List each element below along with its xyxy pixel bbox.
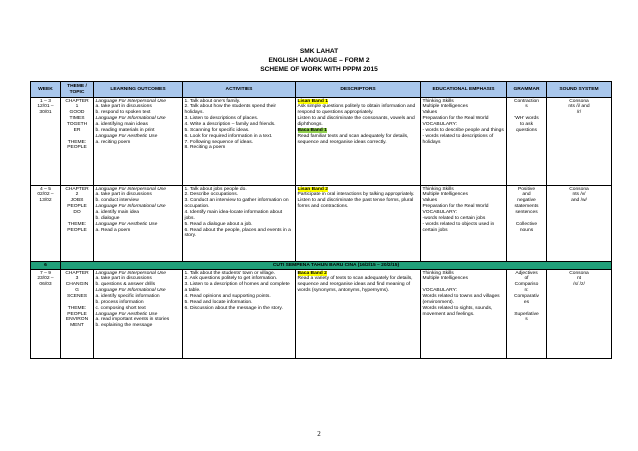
cell-line: of xyxy=(524,276,529,282)
cell-line: b. respond to spoken text xyxy=(95,110,151,116)
descriptors-cell xyxy=(296,270,421,359)
cell-line: 8. Reciting a poem xyxy=(184,145,226,151)
band-highlight: Baca Band 2 xyxy=(297,270,327,276)
cell-line: CHAPTER xyxy=(65,270,89,276)
week-cell xyxy=(31,186,61,262)
outcomes-cell xyxy=(94,98,183,186)
cell-line: TIMES xyxy=(69,116,85,122)
theme-cell xyxy=(61,270,94,359)
cell-line: c. composing short text xyxy=(95,305,146,311)
cell-line: CHAPTER xyxy=(65,186,89,192)
cell-line: Collective xyxy=(515,221,538,227)
cell-line: 5. Scanning for specific ideas. xyxy=(184,127,250,133)
subject-title: ENGLISH LANGUAGE – FORM 2 xyxy=(268,57,370,64)
cell-line: a. take part in discussions xyxy=(95,276,152,282)
cell-line: questions xyxy=(516,127,537,133)
cell-line: THEME: xyxy=(67,305,87,311)
band-highlight: Lisan Band 1 xyxy=(297,98,328,104)
cell-line: TOGETH xyxy=(66,121,88,127)
cell-line: to ask xyxy=(519,121,534,127)
cell-line: and xyxy=(522,192,531,198)
school-name: SMK LAHAT xyxy=(299,48,339,55)
cell-line: 4. Read opinions and supporting points. xyxy=(184,294,271,299)
header-outcomes: LEARNING OUTCOMES xyxy=(94,82,183,98)
header-week: WEEK xyxy=(31,82,61,98)
cell-line: 30/01 xyxy=(39,110,52,116)
holiday-week: 6 xyxy=(31,262,61,270)
cell-line: Multiple Intelligences xyxy=(422,192,468,198)
cell-line: Listen to and discriminate the past tense forms, plural forms and contractions. xyxy=(297,198,414,210)
cell-line: Consona xyxy=(569,98,589,104)
cell-line: Consona xyxy=(569,270,589,276)
cell-line: G xyxy=(75,288,79,294)
cell-line: Values xyxy=(422,198,438,204)
theme-cell xyxy=(61,98,94,186)
cell-line: nts /v/ xyxy=(572,192,586,198)
cell-line: THEME: xyxy=(67,221,87,227)
week-cell xyxy=(31,270,61,359)
outcomes-cell xyxy=(94,270,183,359)
cell-line: /s/ /z/ xyxy=(573,282,585,288)
cell-line: a. reciting poem xyxy=(95,139,131,145)
cell-line: 1 – 3 xyxy=(40,98,51,104)
emphasis-cell xyxy=(421,98,507,186)
grammar-cell xyxy=(507,270,547,359)
cell-line: Contraction xyxy=(513,98,539,104)
cell-line: PEOPLE xyxy=(67,204,87,210)
cell-line: Preparation for the Real World xyxy=(422,204,489,210)
cell-line: CHANGIN xyxy=(65,282,89,288)
cell-line: - words related to descriptions of holidays xyxy=(422,133,494,145)
language-use-heading: Language For Informational Use xyxy=(95,204,166,210)
theme-cell xyxy=(61,186,94,262)
cell-line: Listen to and discriminate the consonants, vowels and diphthongs. xyxy=(297,116,415,127)
cell-line: b. dialogue xyxy=(95,215,120,221)
grammar-cell xyxy=(507,98,547,186)
cell-line: 6. Read about the people, places and events in a story. xyxy=(184,227,291,239)
cell-line: Read a variety of texts to scan adequately for details, sequence and reorganise ideas and find meaning of words (synonyms, antonyms, hypernyms). xyxy=(297,276,413,294)
cell-line: VOCABULARY: xyxy=(422,209,457,215)
grammar-cell xyxy=(507,186,547,262)
activities-cell xyxy=(183,98,296,186)
language-use-heading: Language For Interpersonal Use xyxy=(95,98,166,104)
cell-line: 1 xyxy=(75,104,79,110)
cell-line: SCENES xyxy=(66,294,88,299)
cell-line: VOCABULARY: xyxy=(422,288,457,294)
cell-line: 4. Write a description – family and friends. xyxy=(184,121,276,127)
scheme-of-work-table xyxy=(30,81,612,359)
cell-line: sentences xyxy=(515,209,538,215)
cell-line: - words related to objects used in certain jobs xyxy=(422,221,495,233)
band-highlight: Lisan Band 2 xyxy=(297,186,328,192)
header-grammar: GRAMMAR xyxy=(507,82,547,98)
language-use-heading: Language For Informational Use xyxy=(95,288,166,294)
activities-cell xyxy=(183,270,296,359)
sound-cell xyxy=(547,98,612,186)
cell-line: 2. Talk about how the students spend their holidays. xyxy=(184,104,277,116)
holiday-label: CUTI SEMPENA TAHUN BARU CINA (16/2/15 – 20/2/15) xyxy=(61,262,612,270)
cell-line: Comparativ xyxy=(513,294,539,299)
cell-line: b. explaining the message xyxy=(95,323,153,329)
cell-line: 1. Talk about one's family. xyxy=(184,98,241,104)
cell-line: 4 – 5 xyxy=(40,186,51,192)
document-title xyxy=(0,47,638,74)
cell-line: a. read important events in stories xyxy=(95,317,170,323)
cell-line: 3. Conduct an interview to gather information on occupation. xyxy=(184,198,289,210)
cell-line: 1. Talk about the students' town or village. xyxy=(184,270,276,276)
cell-line: 6. Look for required information in a text. xyxy=(184,133,273,139)
cell-line: nouns xyxy=(519,227,534,233)
cell-line: 06/03 xyxy=(39,282,52,288)
header-descriptors: DESCRIPTORS xyxy=(296,82,421,98)
cell-line: Ask simple questions politely to obtain information and respond to questions appropriately. xyxy=(297,104,416,116)
cell-line: PEOPLE xyxy=(67,227,87,233)
cell-line: 2 xyxy=(75,192,79,198)
cell-line: Multiple Intelligences xyxy=(422,104,468,110)
cell-line: 2. Describe occupations. xyxy=(184,192,239,198)
cell-line: 2. Ask questions politely to get information. xyxy=(184,276,278,282)
language-use-heading: Language For Informational Use xyxy=(95,116,166,122)
cell-line: Superlative xyxy=(514,311,539,317)
cell-line: and /w/ xyxy=(571,198,587,204)
cell-line: THEME: xyxy=(67,139,87,145)
cell-line: a. take part in discussions xyxy=(95,104,152,110)
cell-line: Words related to sights, sounds, movement and feelings. xyxy=(422,305,493,317)
cell-line: Values xyxy=(422,110,438,116)
cell-line: 7. Following sequence of ideas. xyxy=(184,139,254,145)
cell-line: Thinking Skills xyxy=(422,98,454,104)
cell-line: 7 – 9 xyxy=(40,270,51,276)
cell-line: 12/01 – xyxy=(37,104,54,110)
cell-line: ENVIRON xyxy=(65,317,89,323)
cell-line: a. take part in discussions xyxy=(95,192,152,198)
cell-line: a. identify main idea xyxy=(95,209,139,215)
cell-line: 'WH' words xyxy=(514,116,539,122)
cell-line: Participate in oral interactions by talking appropriately. xyxy=(297,192,415,198)
holiday-row xyxy=(31,262,612,270)
cell-line: ER xyxy=(73,127,81,133)
table-row xyxy=(31,270,612,359)
sound-cell xyxy=(547,270,612,359)
cell-line: a. identify specific information xyxy=(95,294,160,299)
emphasis-cell xyxy=(421,186,507,262)
language-use-heading: Language For Aesthetic Use xyxy=(95,133,158,139)
language-use-heading: Language For Interpersonal Use xyxy=(95,186,166,192)
week-cell xyxy=(31,98,61,186)
language-use-heading: Language For Aesthetic Use xyxy=(95,221,158,227)
cell-line: PEOPLE xyxy=(67,145,87,151)
cell-line: Consona xyxy=(569,186,589,192)
cell-line: Positive xyxy=(517,186,536,192)
cell-line: 1. Talk about jobs people do. xyxy=(184,186,247,192)
header-emphasis: EDUCATIONAL EMPHASIS xyxy=(421,82,507,98)
cell-line: Read familiar texts and scan adequately for details, sequence and reorganise ideas correctly. xyxy=(297,133,409,145)
cell-line: b. questions & answer drills xyxy=(95,282,156,288)
emphasis-cell xyxy=(421,270,507,359)
cell-line: es xyxy=(523,299,530,305)
cell-line: Thinking Skills xyxy=(422,186,454,192)
cell-line: Multiple Intelligences xyxy=(422,276,468,282)
cell-line: 13/02 xyxy=(39,198,52,204)
cell-line: s xyxy=(525,104,528,110)
cell-line: GOOD xyxy=(69,110,85,116)
cell-line: b. reading materials in print xyxy=(95,127,155,133)
cell-line: PEOPLE xyxy=(67,311,87,317)
header-activities: ACTIVITIES xyxy=(183,82,296,98)
page-number: 2 xyxy=(317,430,321,438)
cell-line: nts /i/ and xyxy=(568,104,590,110)
cell-line: Compariso xyxy=(514,282,539,288)
table-row xyxy=(31,186,612,262)
cell-line: Adjectives xyxy=(515,270,538,276)
language-use-heading: Language For Aesthetic Use xyxy=(95,311,158,317)
outcomes-cell xyxy=(94,186,183,262)
table-row xyxy=(31,98,612,186)
cell-line: a. Read a poem xyxy=(95,227,131,233)
cell-line: b. conduct interview xyxy=(95,198,139,204)
header-theme: THEME / TOPIC xyxy=(61,82,94,98)
cell-line: n: xyxy=(524,288,529,294)
cell-line: nt xyxy=(576,276,582,282)
cell-line: 3 xyxy=(75,276,79,282)
descriptors-cell xyxy=(296,186,421,262)
cell-line: MENT xyxy=(70,323,84,329)
sound-cell xyxy=(547,186,612,262)
cell-line: a. identifying main ideas xyxy=(95,121,148,127)
cell-line: -words related to certain jobs xyxy=(422,215,486,221)
cell-line: - words to describe people and things xyxy=(422,127,504,133)
header-sound: SOUND SYSTEM xyxy=(547,82,612,98)
cell-line: CHAPTER xyxy=(65,98,89,104)
cell-line: 5. Read a dialogue about a job. xyxy=(184,221,253,227)
cell-line: Thinking Skills xyxy=(422,270,454,276)
cell-line: /r/ xyxy=(576,110,582,116)
descriptors-cell xyxy=(296,98,421,186)
cell-line: s xyxy=(525,317,528,323)
activities-cell xyxy=(183,186,296,262)
cell-line: Preparation for the Real World xyxy=(422,116,489,122)
header-row xyxy=(31,82,612,98)
cell-line: 3. Listen to descriptions of places. xyxy=(184,116,259,122)
cell-line: statements xyxy=(514,204,539,210)
cell-line: b. process information xyxy=(95,299,144,305)
cell-line: VOCABULARY: xyxy=(422,121,457,127)
cell-line: 23/02 – xyxy=(37,276,54,282)
language-use-heading: Language For Interpersonal Use xyxy=(95,270,166,276)
cell-line: Words related to towns and villages (environment). xyxy=(422,294,500,305)
cell-line: 6. Discussion about the message in the story. xyxy=(184,305,283,311)
cell-line: negative xyxy=(517,198,536,204)
cell-line: 3. Listen to a description of homes and complete a table. xyxy=(184,282,290,294)
scheme-title: SCHEME OF WORK WITH PPPM 2015 xyxy=(260,66,378,73)
cell-line: DO xyxy=(73,209,81,215)
cell-line: 5. Read and locate information. xyxy=(184,299,253,305)
cell-line: 4. Identify main idea-locate information about jobs. xyxy=(184,209,283,221)
band-highlight: Baca Band 1 xyxy=(297,127,327,133)
cell-line: JOBS xyxy=(70,198,84,204)
cell-line: 02/02 – xyxy=(37,192,54,198)
